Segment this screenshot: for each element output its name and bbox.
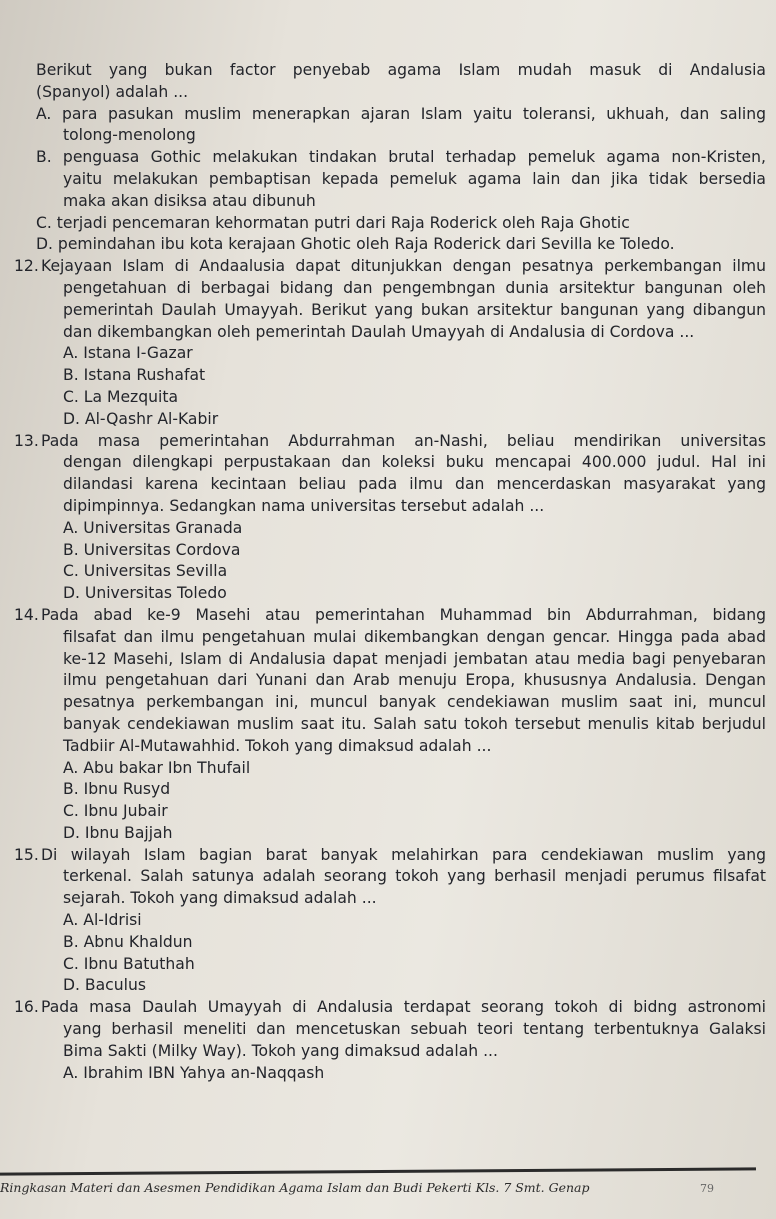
question-14-number: 14. [14,605,39,624]
question-16 [14,997,766,1084]
question-14-stem-line: 14. Pada abad ke-9 Masehi atau pemerintahan Muhammad bin Abdurrahman, bidang [14,605,766,627]
question-12-stem-line: dan dikembangkan oleh pemerintah Daulah Umayyah di Andalusia di Cordova ... [63,322,695,341]
question-11-option-b: B. penguasa Gothic melakukan tindakan brutal terhadap pemeluk agama non-Kristen, [36,148,766,167]
question-12-option-c: C. La Mezquita [63,387,179,406]
question-15-option-b: B. Abnu Khaldun [63,932,193,951]
question-14-option-a: A. Abu bakar Ibn Thufail [63,758,251,777]
question-list [14,60,766,1084]
question-11-option-b-cont: yaitu melakukan pembaptisan kepada pemeluk agama lain dan jika tidak bersedia [63,169,766,188]
question-13-stem-line: 13. Pada masa pemerintahan Abdurrahman an-Nashi, beliau mendirikan universitas [14,431,766,453]
question-16-stem-line: Bima Sakti (Milky Way). Tokoh yang dimaksud adalah ... [63,1041,498,1060]
question-13-option-d: D. Universitas Toledo [63,584,227,603]
question-12-option-b: B. Istana Rushafat [63,366,206,385]
question-15-stem-line: terkenal. Salah satunya adalah seorang tokoh yang berhasil menjadi perumus filsafat [63,867,766,886]
question-14-stem-line: filsafat dan ilmu pengetahuan mulai dikembangkan dengan gencar. Hingga pada abad [63,627,766,646]
question-15 [14,845,766,998]
question-12-stem-line: 12. Kejayaan Islam di Andaalusia dapat ditunjukkan dengan pesatnya perkembangan ilmu [14,256,766,278]
question-13-option-b: B. Universitas Cordova [63,540,241,559]
question-16-number: 16. [14,998,39,1017]
question-13-stem-line: dipimpinnya. Sedangkan nama universitas tersebut adalah ... [63,496,545,515]
page-footer: Ringkasan Materi dan Asesmen Pendidikan Agama Islam dan Budi Pekerti Kls. 7 Smt. Genap [0,1180,590,1195]
question-14-stem-line: banyak cendekiawan muslim saat itu. Salah satu tokoh tersebut menulis kitab berjudul [63,714,766,733]
question-16-stem-line: 16. Pada masa Daulah Umayyah di Andalusia terdapat seorang tokoh di bidng astronomi [14,997,766,1019]
question-15-option-d: D. Baculus [63,976,146,995]
question-14-stem-line: ilmu pengetahuan dari Yunani dan Arab menuju Eropa, khususnya Andalusia. Dengan [63,671,766,690]
question-11-option-a-cont: tolong-menolong [63,126,196,145]
question-14-option-b: B. Ibnu Rusyd [63,780,171,799]
question-12-option-d: D. Al-Qashr Al-Kabir [63,409,219,428]
question-11-option-b-cont: maka akan disiksa atau dibunuh [63,191,316,210]
question-11-option-a: A. para pasukan muslim menerapkan ajaran Islam yaitu toleransi, ukhuah, dan saling [36,104,766,123]
question-13-stem-line: dilandasi karena kecintaan beliau pada ilmu dan mencerdaskan masyarakat yang [63,475,766,494]
question-15-stem-line: sejarah. Tokoh yang dimaksud adalah ... [63,889,377,908]
question-14-stem-line: ke-12 Masehi, Islam di Andalusia dapat menjadi jembatan atau media bagi penyebaran [63,649,766,668]
question-14-stem-line: pesatnya perkembangan ini, muncul banyak cendekiawan muslim saat ini, muncul [63,693,766,712]
question-14 [14,605,766,845]
question-14-stem-line: Tadbiir Al-Mutawahhid. Tokoh yang dimaksud adalah ... [63,736,492,755]
question-11-stem-line: (Spanyol) adalah ... [36,82,189,101]
question-12-option-a: A. Istana I-Gazar [63,344,193,363]
question-16-option-a: A. Ibrahim IBN Yahya an-Naqqash [63,1063,325,1082]
question-12-number: 12. [14,257,39,276]
footer-divider [0,1167,756,1175]
question-15-option-a: A. Al-Idrisi [63,911,142,930]
question-11-stem-line: Berikut yang bukan factor penyebab agama Islam mudah masuk di Andalusia [36,61,766,79]
question-13-option-c: C. Universitas Sevilla [63,562,228,581]
question-11-option-c: C. terjadi pencemaran kehormatan putri dari Raja Roderick oleh Raja Ghotic [36,213,630,232]
question-13-stem-line: dengan dilengkapi perpustakaan dan koleksi buku mencapai 400.000 judul. Hal ini [63,453,766,472]
question-15-option-c: C. Ibnu Batuthah [63,954,195,973]
question-12 [14,256,766,430]
question-14-option-c: C. Ibnu Jubair [63,802,168,821]
page-number: 79 [700,1182,714,1195]
question-12-stem-line: pengetahuan di berbagai bidang dan pengembngan dunia arsitektur bangunan oleh [63,278,766,297]
question-13-number: 13. [14,431,39,450]
question-14-option-d: D. Ibnu Bajjah [63,823,173,842]
question-13-option-a: A. Universitas Granada [63,518,243,537]
question-15-number: 15. [14,845,39,864]
question-11-option-d: D. pemindahan ibu kota kerajaan Ghotic oleh Raja Roderick dari Sevilla ke Toledo. [36,235,675,254]
question-11 [14,60,766,256]
question-16-stem-line: yang berhasil meneliti dan mencetuskan sebuah teori tentang terbentuknya Galaksi [63,1020,766,1039]
question-12-stem-line: pemerintah Daulah Umayyah. Berikut yang bukan arsitektur bangunan yang dibangun [63,300,766,319]
question-13 [14,431,766,605]
question-15-stem-line: 15. Di wilayah Islam bagian barat banyak melahirkan para cendekiawan muslim yang [14,845,766,867]
